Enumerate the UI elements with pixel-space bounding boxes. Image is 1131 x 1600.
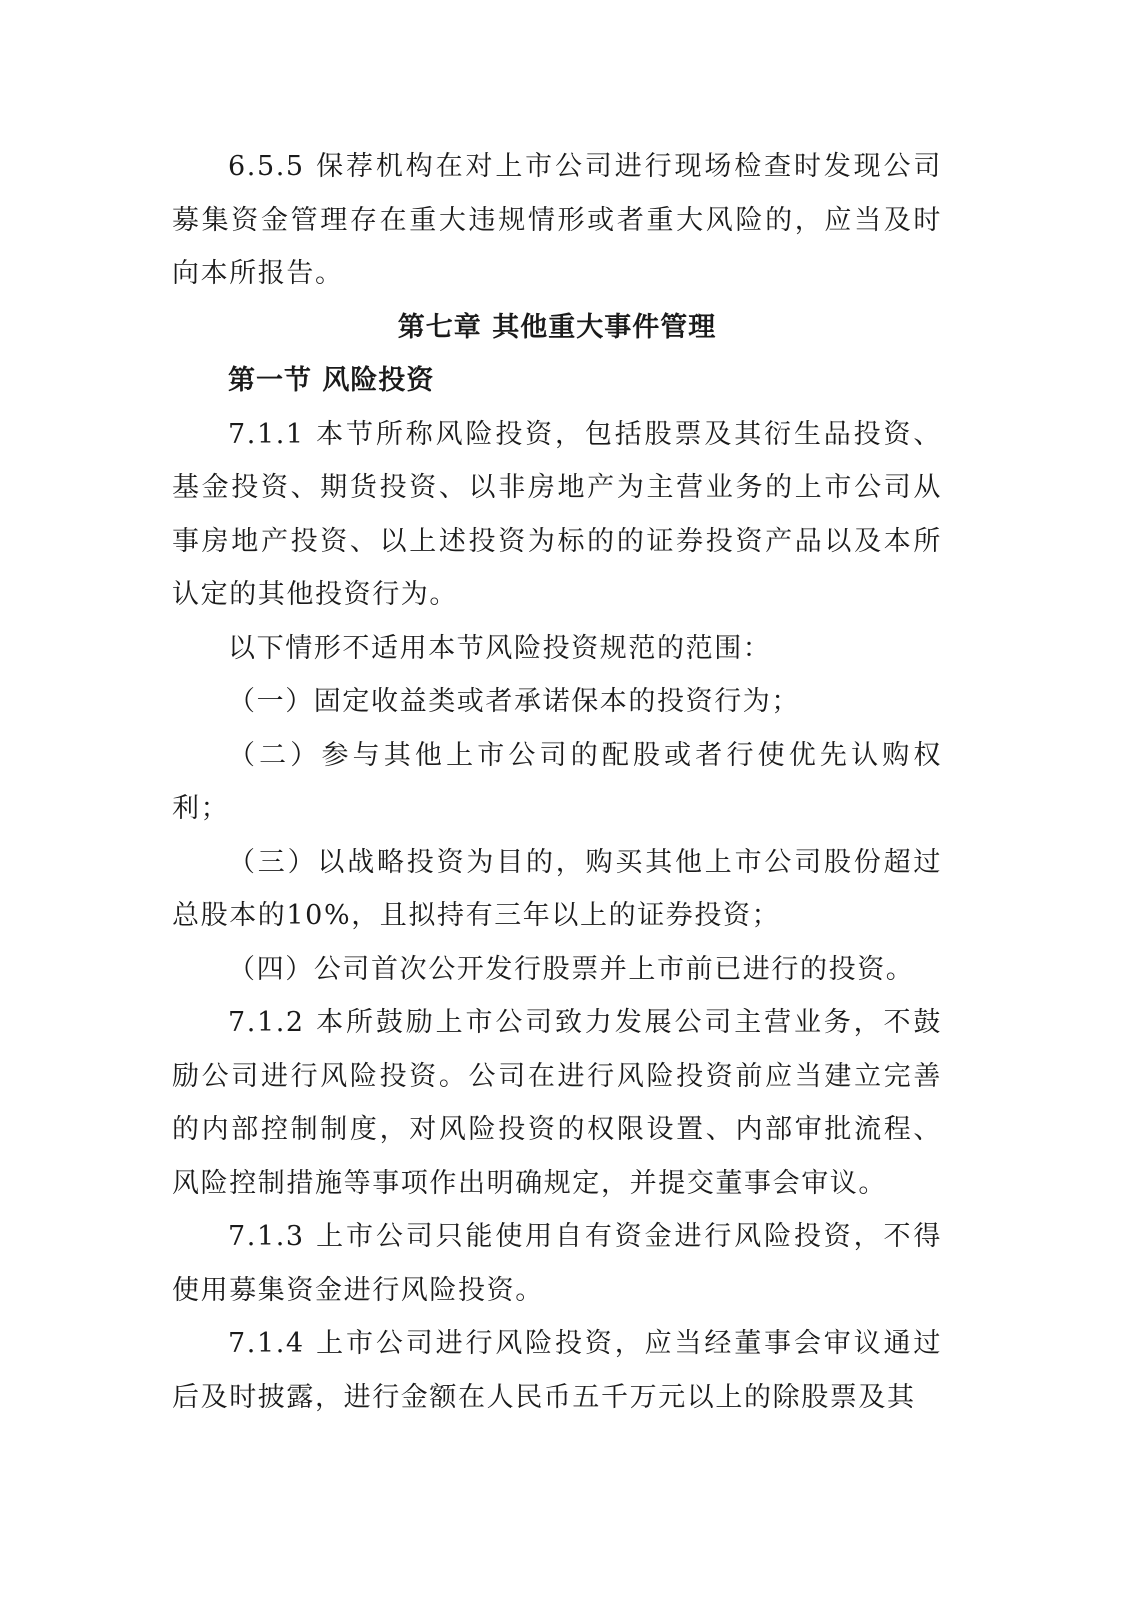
paragraph-7-1-2: 7.1.2 本所鼓励上市公司致力发展公司主营业务，不鼓励公司进行风险投资。公司在进行风险投资前应当建立完善的内部控制制度，对风险投资的权限设置、内部审批流程、风险控制措施等事项作出明确规定，并提交董事会审议。: [172, 1007, 942, 1199]
list-item-3: （三）以战略投资为目的，购买其他上市公司股份超过总股本的10%，且拟持有三年以上的证券投资；: [172, 846, 942, 931]
section-title: 第一节 风险投资: [228, 365, 435, 396]
paragraph-7-1-3: 7.1.3 上市公司只能使用自有资金进行风险投资，不得使用募集资金进行风险投资。: [172, 1221, 942, 1306]
paragraph-7-1-4: 7.1.4 上市公司进行风险投资，应当经董事会审议通过后及时披露，进行金额在人民币五千万元以上的除股票及其: [172, 1328, 942, 1413]
list-item-2: （二）参与其他上市公司的配股或者行使优先认购权利；: [172, 739, 942, 824]
paragraph-7-1-1: 7.1.1 本节所称风险投资，包括股票及其衍生品投资、基金投资、期货投资、以非房地产为主营业务的上市公司从事房地产投资、以上述投资为标的的证券投资产品以及本所认定的其他投资行为。: [172, 418, 942, 610]
list-item-4: （四）公司首次公开发行股票并上市前已进行的投资。: [228, 953, 915, 985]
list-item-1: （一）固定收益类或者承诺保本的投资行为；: [228, 686, 800, 717]
paragraph-exclusions-intro: 以下情形不适用本节风险投资规范的范围：: [228, 632, 772, 664]
paragraph-6-5-5: 6.5.5 保荐机构在对上市公司进行现场检查时发现公司募集资金管理存在重大违规情形或者重大风险的，应当及时向本所报告。: [172, 151, 942, 289]
chapter-title: 第七章 其他重大事件管理: [397, 311, 717, 343]
document-body: [172, 140, 942, 1424]
